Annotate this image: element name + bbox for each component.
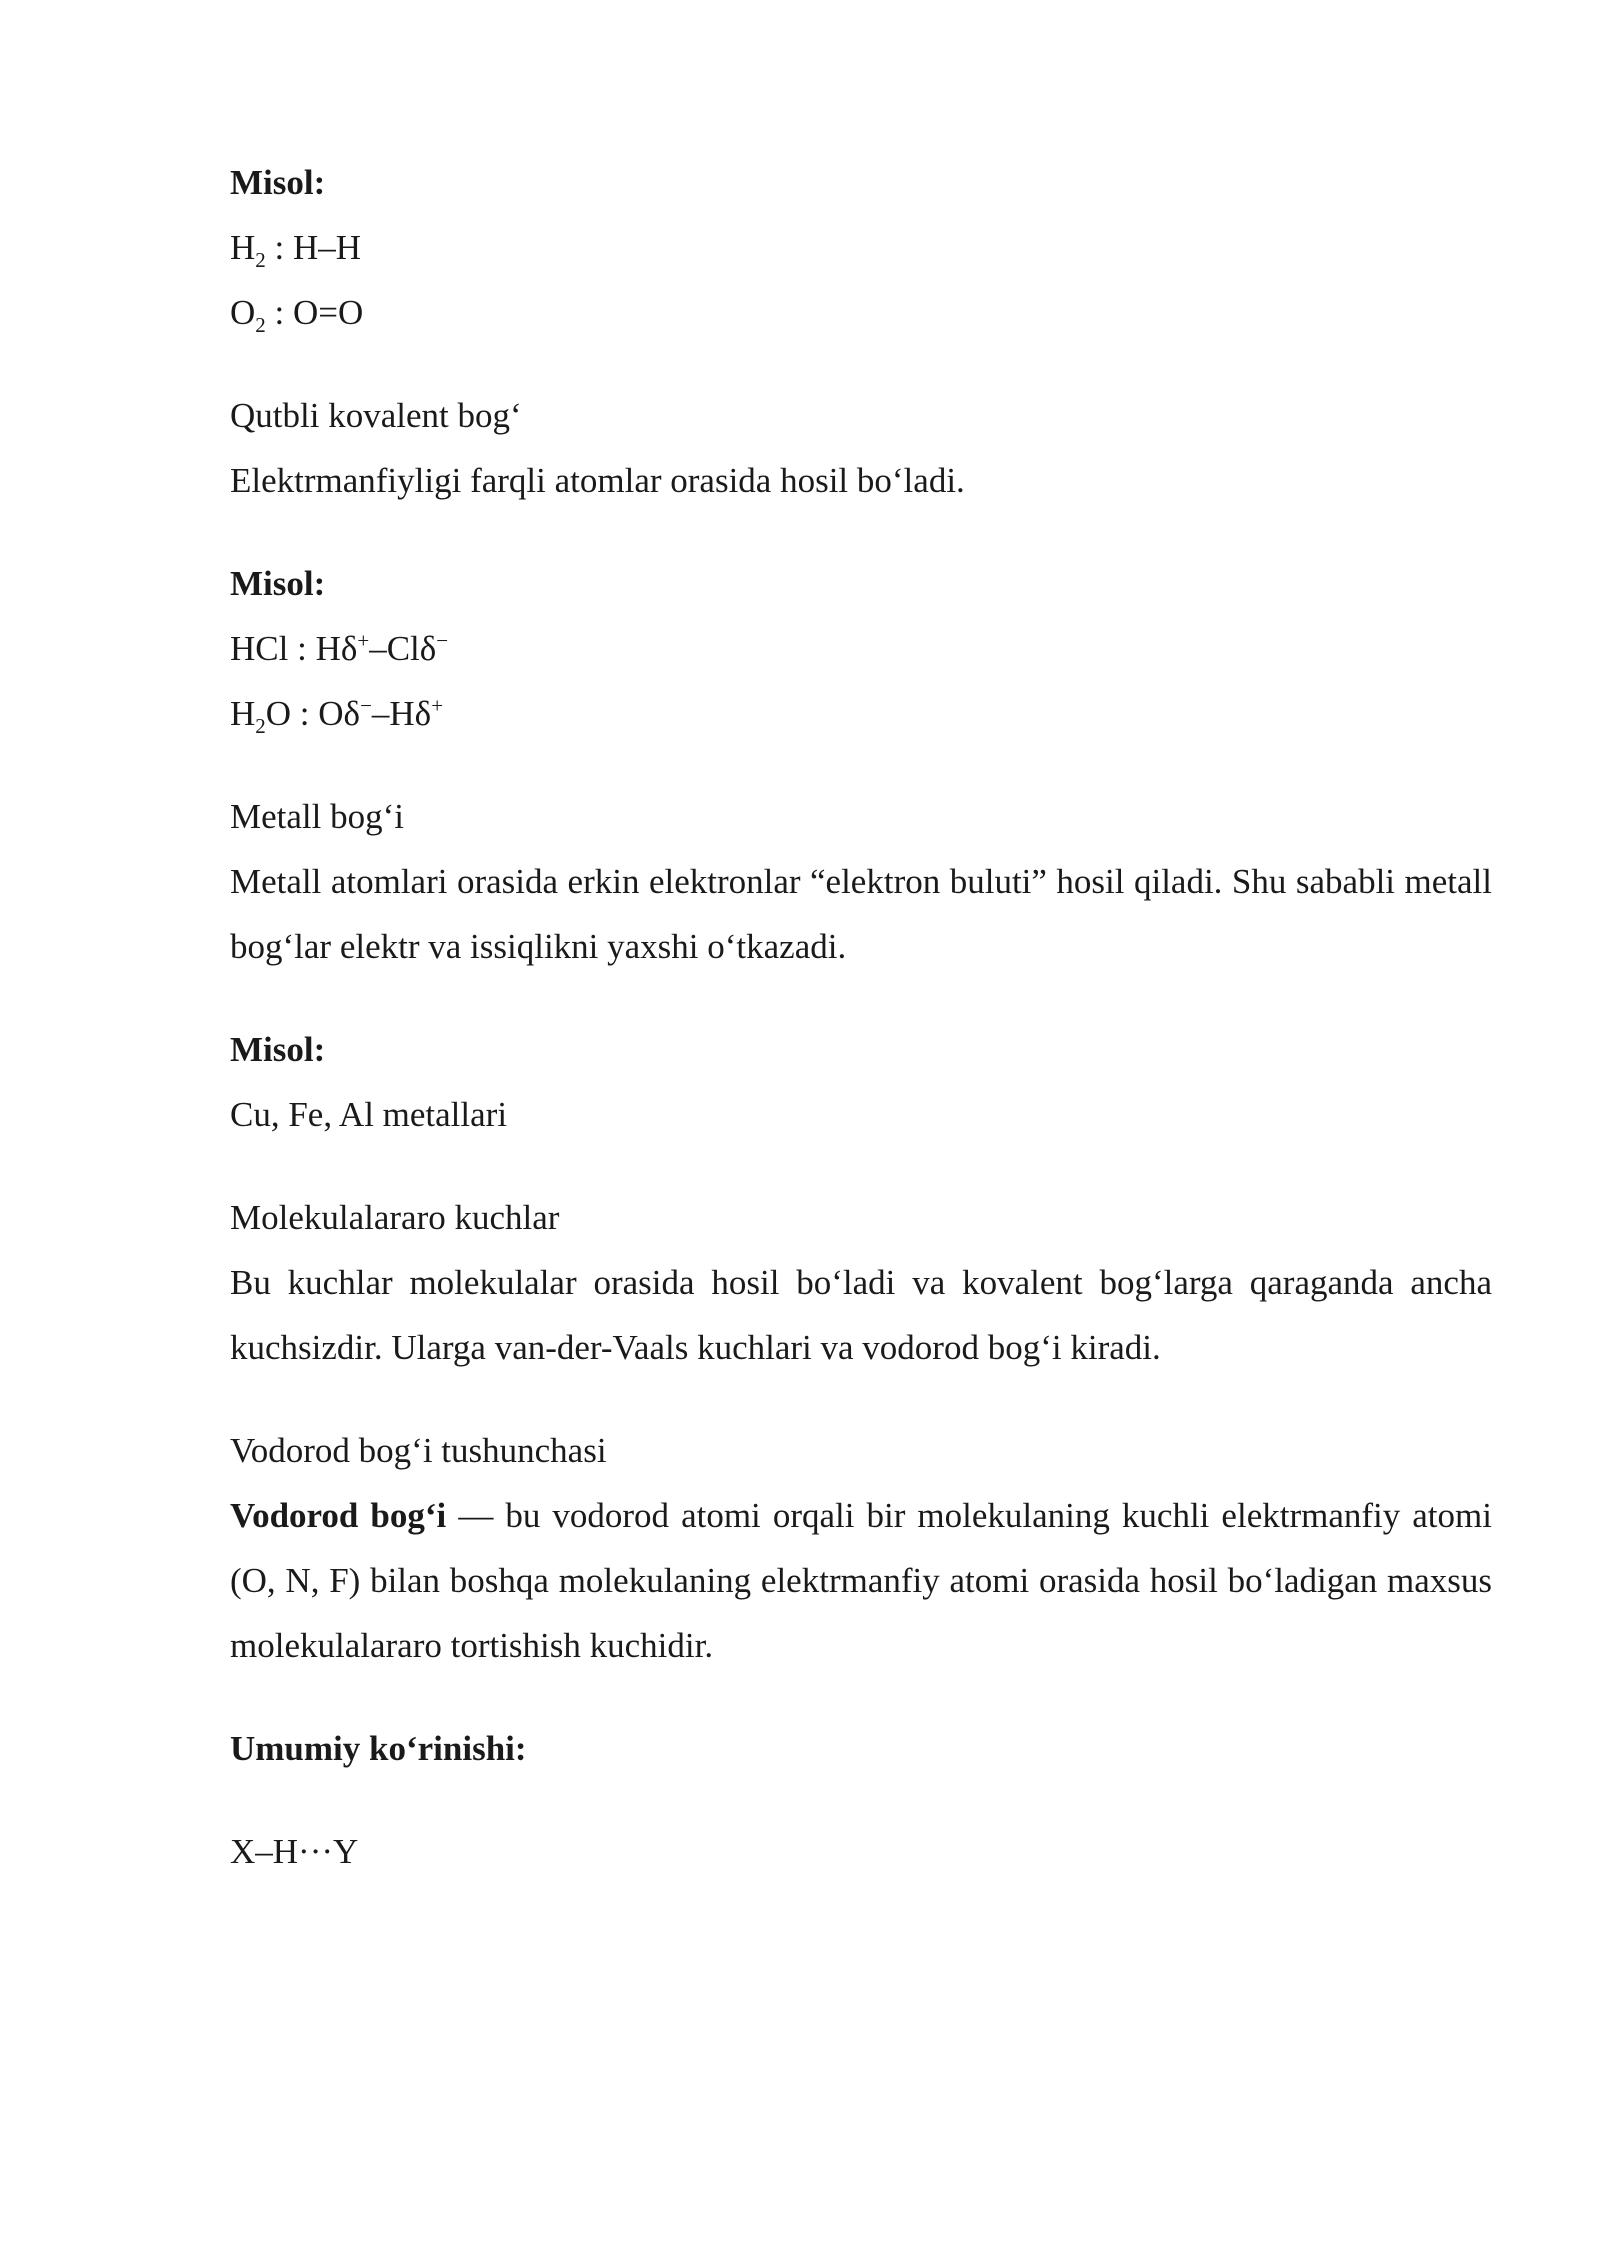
hydrogen-bond-definition: Vodorod bog‘i — bu vodorod atomi orqali bir molekulaning kuchli elektrmanfiy atomi (O, N, F) bilan boshqa molekulaning elektrmanfiy atomi orasida hosil bo‘ladigan maxsus molekulalararo tortishish kuchidir. bbox=[230, 1496, 1492, 1665]
h2o-formula: $H_2O$ : Oδ−–Hδ+ bbox=[230, 693, 444, 738]
polar-covalent-title: Qutbli kovalent bog‘ bbox=[230, 396, 522, 435]
polar-covalent-description: Elektrmanfiyligi farqli atomlar orasida hosil bo‘ladi. bbox=[230, 461, 965, 500]
hydrogen-bond-term: Vodorod bog‘i bbox=[230, 1496, 447, 1535]
general-form-formula: X–H···Y bbox=[230, 1832, 359, 1871]
document-page bbox=[230, 150, 1492, 1884]
intermolecular-forces-title: Molekulalararo kuchlar bbox=[230, 1198, 560, 1237]
example-heading: Misol: bbox=[230, 1030, 326, 1069]
h2-formula: $H_2$ : H–H bbox=[230, 228, 362, 272]
metallic-bond-title: Metall bog‘i bbox=[230, 797, 404, 836]
hcl-formula: HCl : Hδ+–Clδ− bbox=[230, 628, 449, 668]
hydrogen-bond-title: Vodorod bog‘i tushunchasi bbox=[230, 1431, 607, 1470]
o2-formula: $O_2$ : O=O bbox=[230, 293, 364, 337]
intermolecular-forces-description: Bu kuchlar molekulalar orasida hosil bo‘ladi va kovalent bog‘larga qaraganda ancha kuchsizdir. Ularga van-der-Vaals kuchlari va vodorod bog‘i kiradi. bbox=[230, 1263, 1492, 1367]
example-heading: Misol: bbox=[230, 163, 326, 202]
general-form-heading: Umumiy ko‘rinishi: bbox=[230, 1729, 527, 1768]
example-heading: Misol: bbox=[230, 564, 326, 603]
metals-example: Cu, Fe, Al metallari bbox=[230, 1095, 508, 1134]
metallic-bond-description: Metall atomlari orasida erkin elektronlar “elektron buluti” hosil qiladi. Shu sababli metall bog‘lar elektr va issiqlikni yaxshi o‘tkazadi. bbox=[230, 862, 1492, 966]
